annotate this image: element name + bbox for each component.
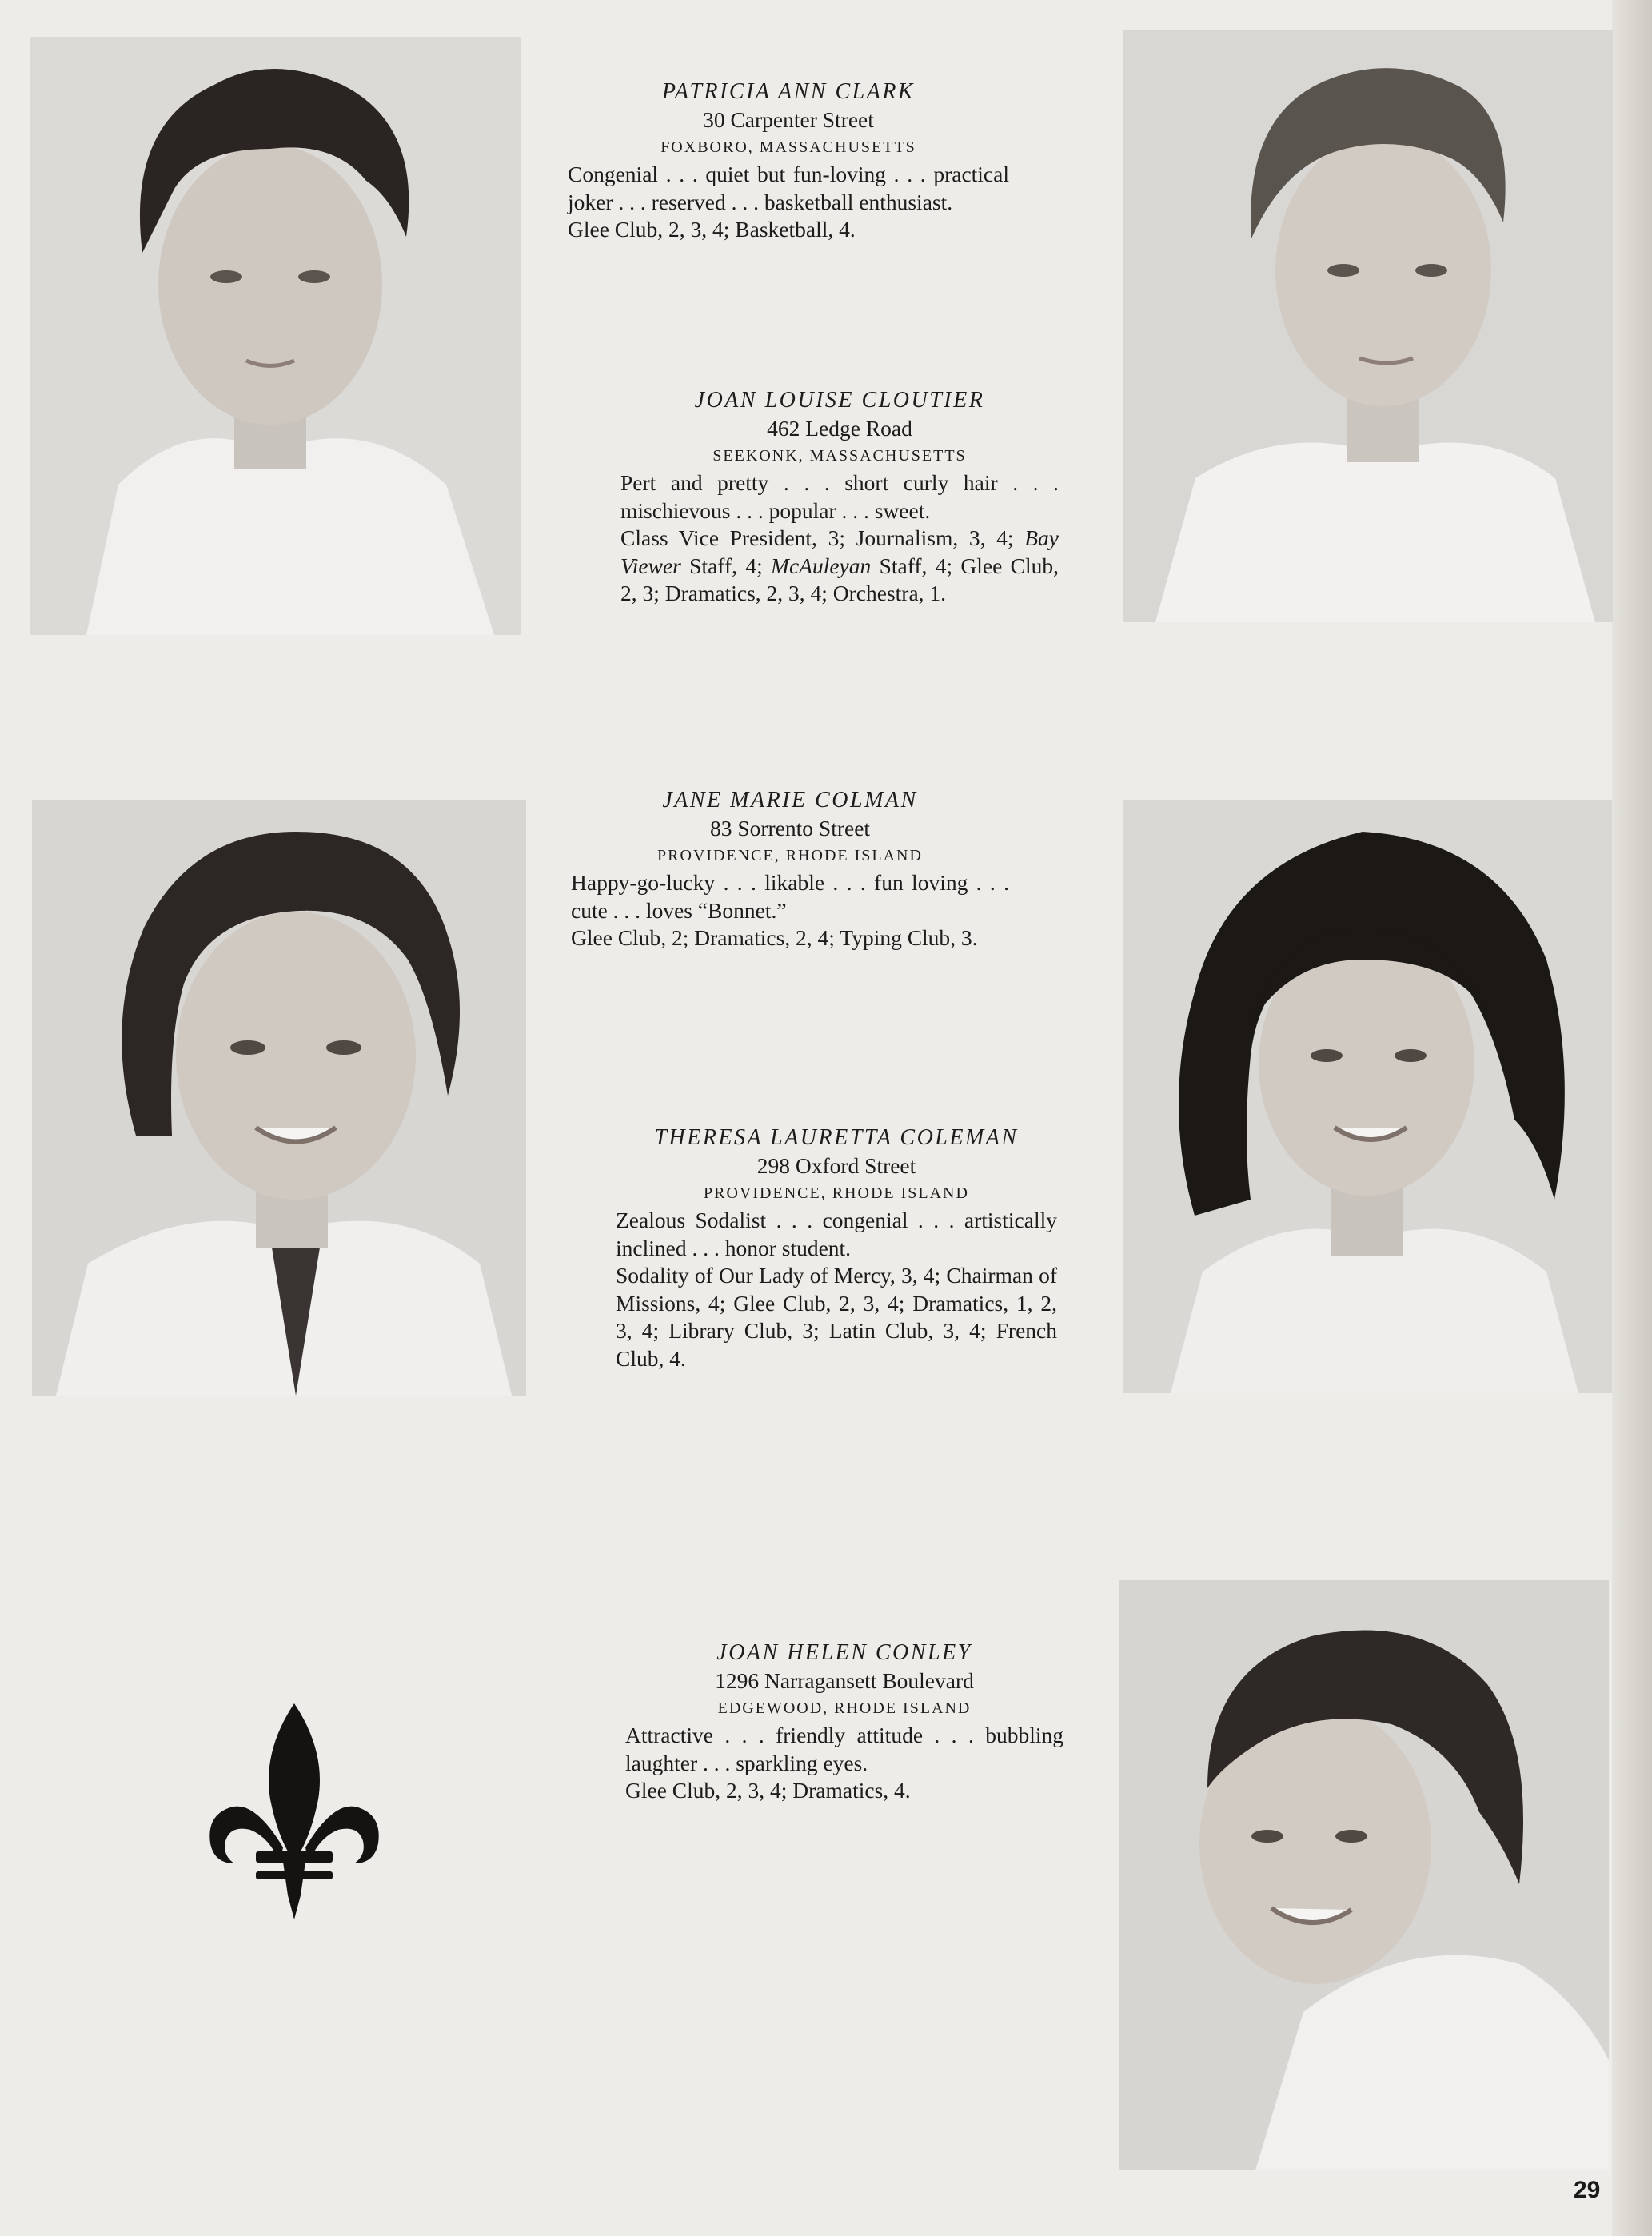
publication-title: Bay Viewer (620, 525, 1059, 578)
student-activities (620, 525, 1059, 608)
portrait-drawing (1123, 800, 1612, 1393)
student-city: PROVIDENCE, RHODE ISLAND (657, 847, 923, 864)
student-street: 30 Carpenter Street (703, 106, 874, 132)
student-city: PROVIDENCE, RHODE ISLAND (704, 1184, 969, 1202)
portrait-photo-coleman (1123, 800, 1612, 1393)
student-name: JANE MARIE COLMAN (662, 788, 918, 813)
portrait-drawing (1119, 1580, 1609, 2170)
student-entry-cloutier (620, 387, 1059, 608)
portrait-drawing (32, 800, 526, 1396)
student-description: Congenial . . . quiet but fun-loving . . . practical joker . . . reserved . . . basketball enthusiast. (568, 162, 1009, 214)
student-entry-conley (625, 1639, 1063, 1805)
student-city: SEEKONK, MASSACHUSETTS (712, 447, 967, 465)
student-entry-colman (571, 787, 1009, 952)
student-description: Happy-go-lucky . . . likable . . . fun loving . . . cute . . . loves “Bonnet.” (571, 870, 1009, 923)
student-name: JOAN HELEN CONLEY (716, 1640, 972, 1665)
student-activities: Sodality of Our Lady of Mercy, 3, 4; Chairman of Missions, 4; Glee Club, 2, 3, 4; Dramatics, 1, 2, 3, 4; Library Club, 3; Latin Club, 3, 4; French Club, 4. (616, 1263, 1057, 1371)
publication-title: McAuleyan (771, 553, 872, 578)
activities-text: Staff, 4; (689, 553, 763, 578)
student-name: PATRICIA ANN CLARK (661, 79, 916, 104)
portrait-photo-cloutier (1123, 30, 1613, 622)
student-description: Zealous Sodalist . . . congenial . . . artistically inclined . . . honor student. (616, 1208, 1057, 1260)
student-street: 1296 Narragansett Boulevard (715, 1667, 974, 1693)
student-city: EDGEWOOD, RHODE ISLAND (717, 1699, 972, 1717)
student-description: Pert and pretty . . . short curly hair . . . mischievous . . . popular . . . sweet. (620, 470, 1059, 523)
student-activities: Glee Club, 2, 3, 4; Dramatics, 4. (625, 1778, 911, 1803)
student-description: Attractive . . . friendly attitude . . . bubbling laughter . . . sparkling eyes. (625, 1723, 1063, 1775)
activities-text: Staff, 4; Glee Club, 2, 3; Dramatics, 2, 3, 4; Orchestra, 1. (620, 553, 1059, 605)
portrait-drawing (30, 37, 521, 635)
student-street: 298 Oxford Street (756, 1152, 916, 1178)
student-street: 462 Ledge Road (767, 415, 912, 441)
portrait-drawing (1123, 30, 1613, 622)
fleur-de-lis-icon (206, 1703, 382, 1919)
portrait-photo-clark (30, 37, 521, 635)
page-number: 29 (1574, 2177, 1601, 2203)
student-name: THERESA LAURETTA COLEMAN (654, 1125, 1019, 1150)
activities-text: Class Vice President, 3; Journalism, 3, 4; (620, 525, 1014, 550)
student-entry-coleman (616, 1124, 1057, 1372)
student-entry-clark (568, 78, 1009, 244)
student-name: JOAN LOUISE CLOUTIER (694, 388, 985, 413)
student-activities: Glee Club, 2; Dramatics, 2, 4; Typing Club, 3. (571, 925, 978, 950)
student-activities: Glee Club, 2, 3, 4; Basketball, 4. (568, 217, 856, 242)
student-street: 83 Sorrento Street (709, 815, 871, 840)
portrait-photo-colman (32, 800, 526, 1396)
student-city: FOXBORO, MASSACHUSETTS (660, 138, 916, 156)
page-binding-edge (1612, 0, 1652, 2236)
portrait-photo-conley (1119, 1580, 1609, 2170)
